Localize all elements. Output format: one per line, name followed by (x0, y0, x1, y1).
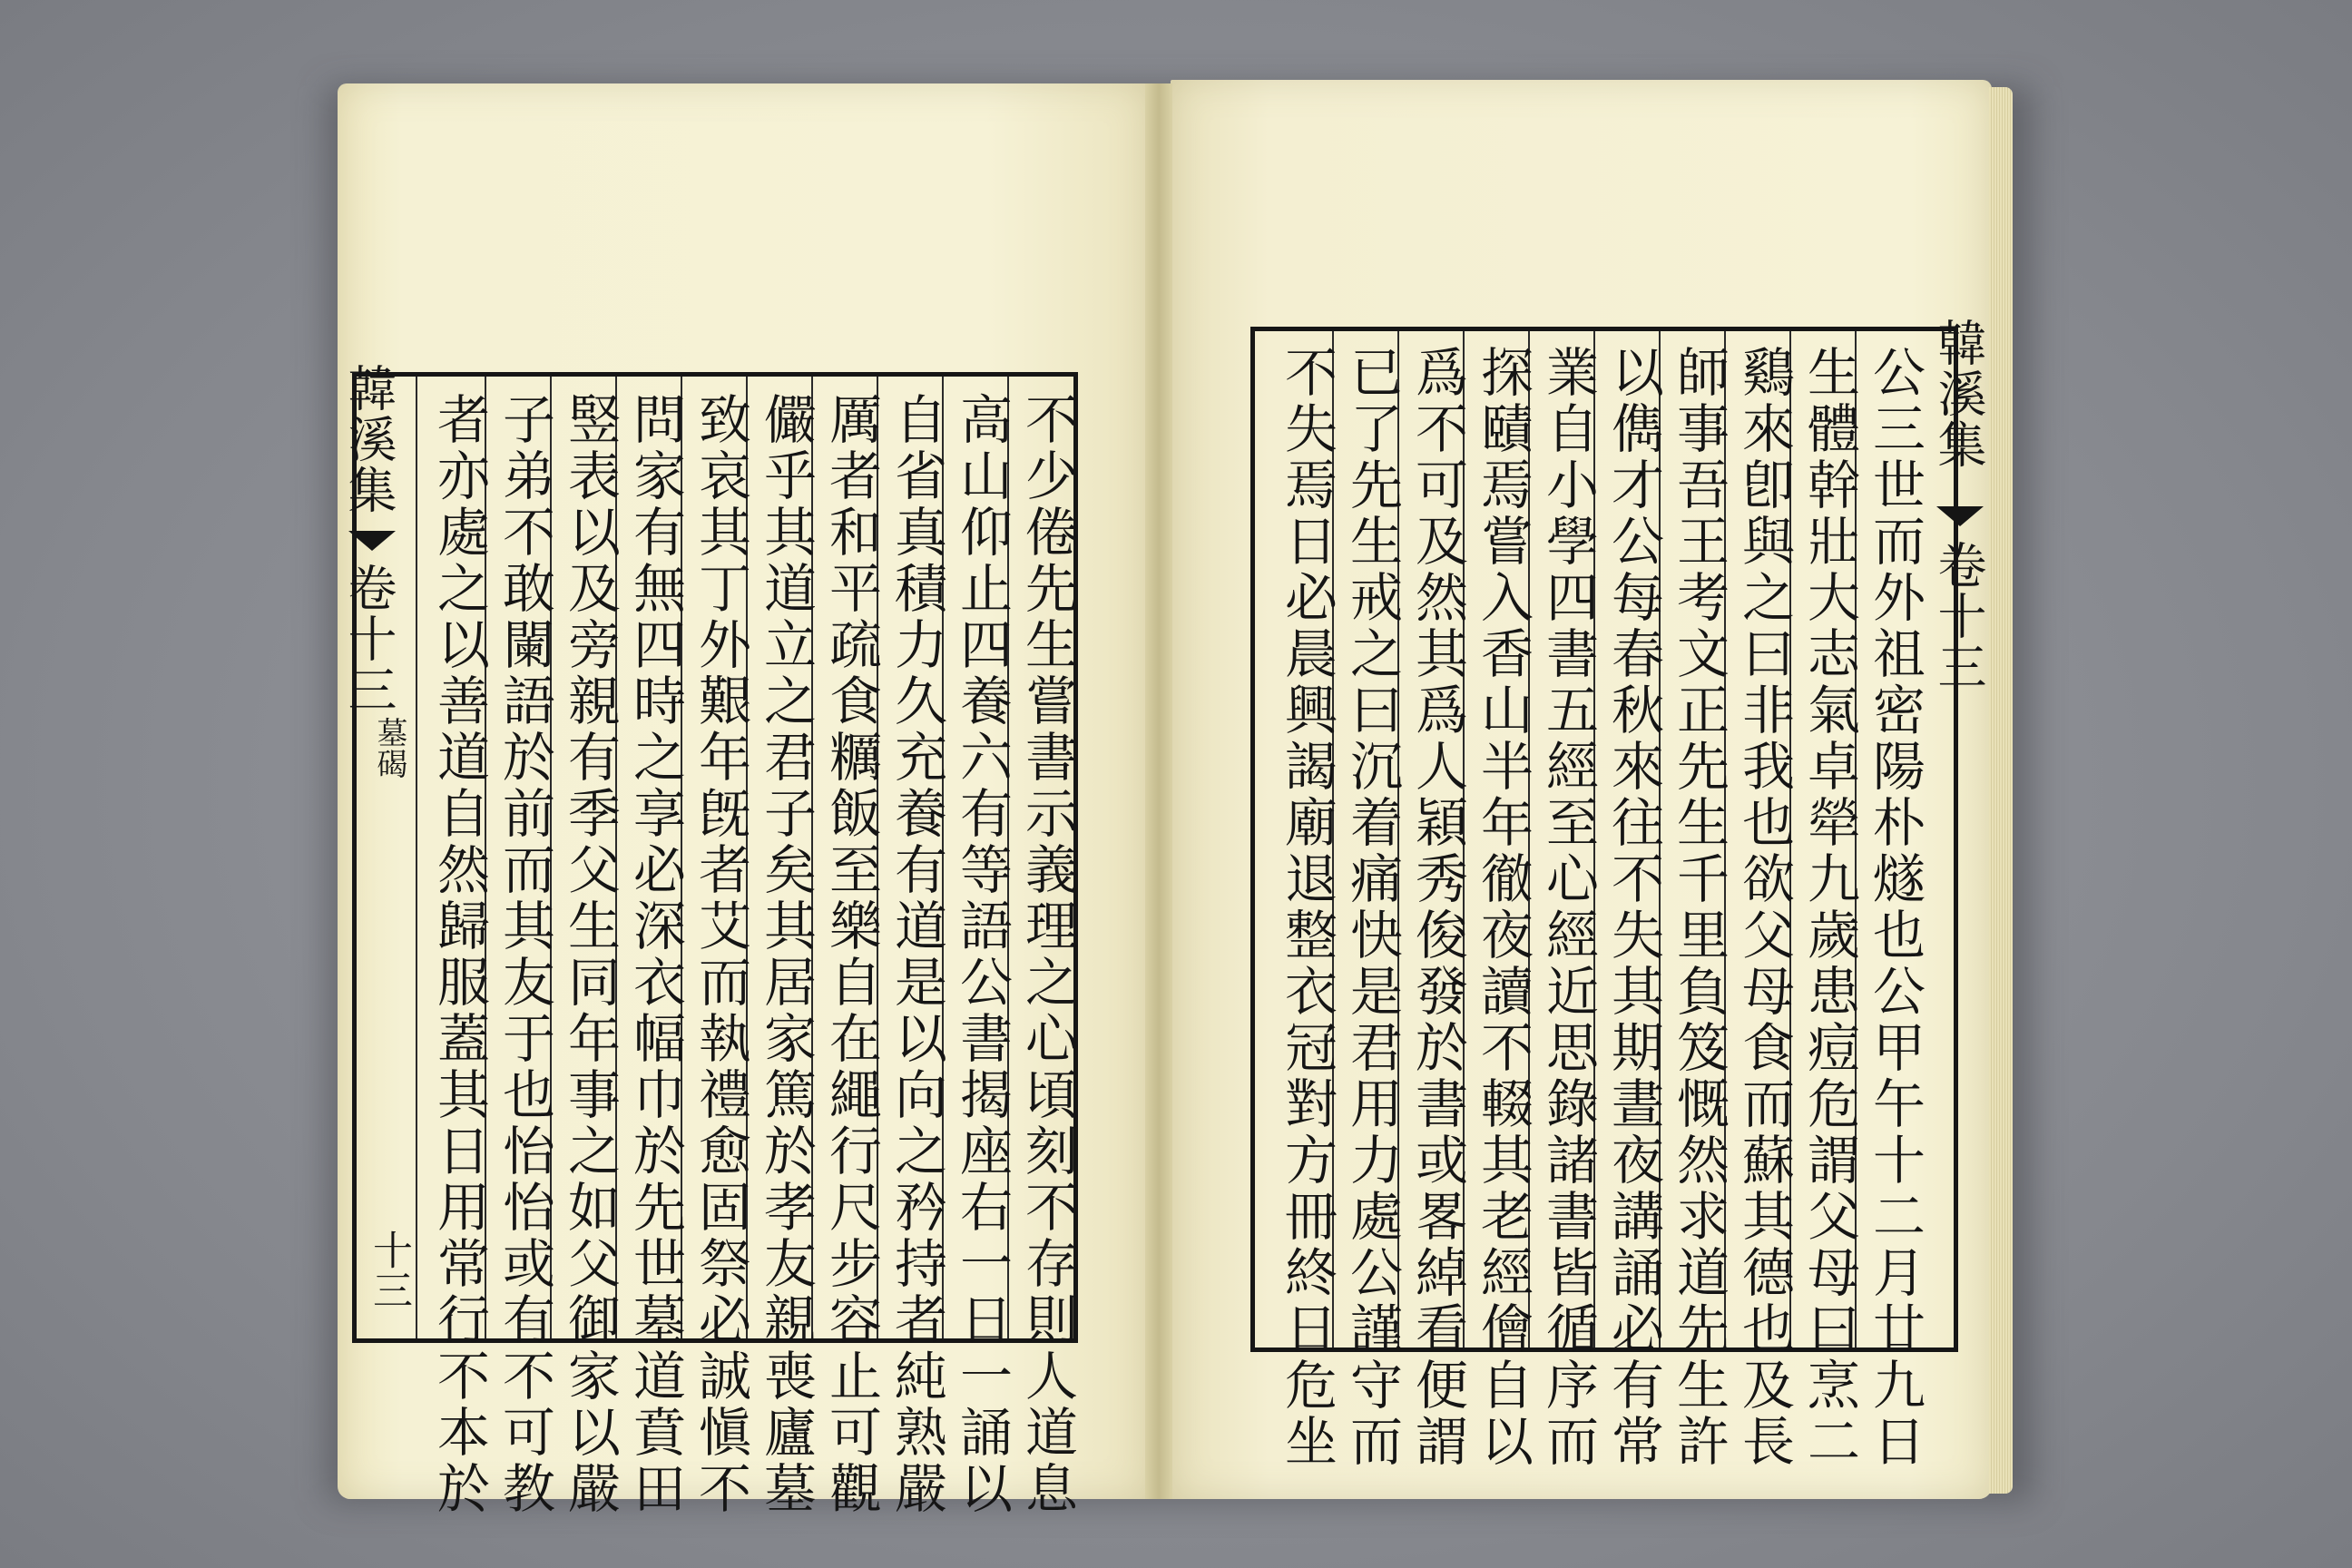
left-fish-tail-mark (348, 531, 396, 551)
right-col-7: 探賾焉嘗入香山半年徹夜讀不輟其老經儈自以 (1472, 345, 1534, 1470)
left-col-2: 高山仰止四養六有等語公書揭座右一日一誦以 (951, 392, 1013, 1517)
left-margin-section: 墓碣 (371, 717, 407, 779)
left-col-6: 致哀其丁外艱年旣者艾而執禮愈固祭必誠愼不 (690, 392, 751, 1517)
right-margin-volume: 卷十三 (1930, 540, 1987, 692)
left-margin-title: 韓溪集 (340, 363, 397, 515)
right-col-6: 業自小學四書五經至心經近思錄諸書皆循序而 (1537, 345, 1599, 1470)
right-col-9: 已了先生戒之曰沉着痛快是君用力處公謹守而 (1341, 345, 1403, 1470)
right-col-10: 不失焉日必晨興謁廟退整衣冠對方冊終日危坐 (1276, 345, 1338, 1470)
left-col-9: 子弟不敢闌語於前而其友于也怡怡或有不可教 (494, 392, 555, 1517)
left-col-1: 不少倦先生嘗書示義理之心頃刻不存則人道息 (1016, 392, 1078, 1517)
left-col-8: 竪表以及旁親有季父生同年事之如父御家以嚴 (559, 392, 621, 1517)
right-col-5: 以儁才公每春秋來往不失其期晝夜講誦必有常 (1602, 345, 1664, 1470)
right-col-8: 爲不可及然其爲人穎秀俊發於書或畧綽看便謂 (1406, 345, 1468, 1470)
right-margin-title: 韓溪集 (1930, 318, 1987, 470)
right-col-4: 師事吾王考文正先生千里負笈慨然求道先生許 (1668, 345, 1730, 1470)
left-col-5: 儼乎其道立之君子矣其居家篤於孝友親喪廬墓 (755, 392, 817, 1517)
right-col-3: 鷄來卽與之曰非我也欲父母食而蘇其德也及長 (1733, 345, 1795, 1470)
left-page-number: 十三 (366, 1230, 412, 1309)
book-gutter (1145, 83, 1172, 1499)
left-col-3: 自省真積力久充養有道是以向之矜持者純熟嚴 (886, 392, 947, 1517)
left-col-10: 者亦處之以善道自然歸服蓋其日用常行不本於 (428, 392, 490, 1517)
page-edges (1989, 87, 2013, 1494)
right-col-2: 生體幹壯大志氣卓犖九歲患痘危謂父母曰烹二 (1798, 345, 1860, 1470)
left-col-4: 厲者和平疏食糲飯至樂自在繩行尺步容止可觀 (820, 392, 882, 1517)
left-margin-volume: 卷十三 (340, 563, 397, 715)
right-fish-tail-mark (1936, 506, 1984, 526)
left-rule-10 (416, 377, 417, 1338)
left-col-7: 問家有無四時之享必深衣幅巾於先世墓道賁田 (624, 392, 686, 1517)
right-col-1: 公三世而外祖密陽朴燧也公甲午十二月廿九日 (1864, 345, 1926, 1470)
